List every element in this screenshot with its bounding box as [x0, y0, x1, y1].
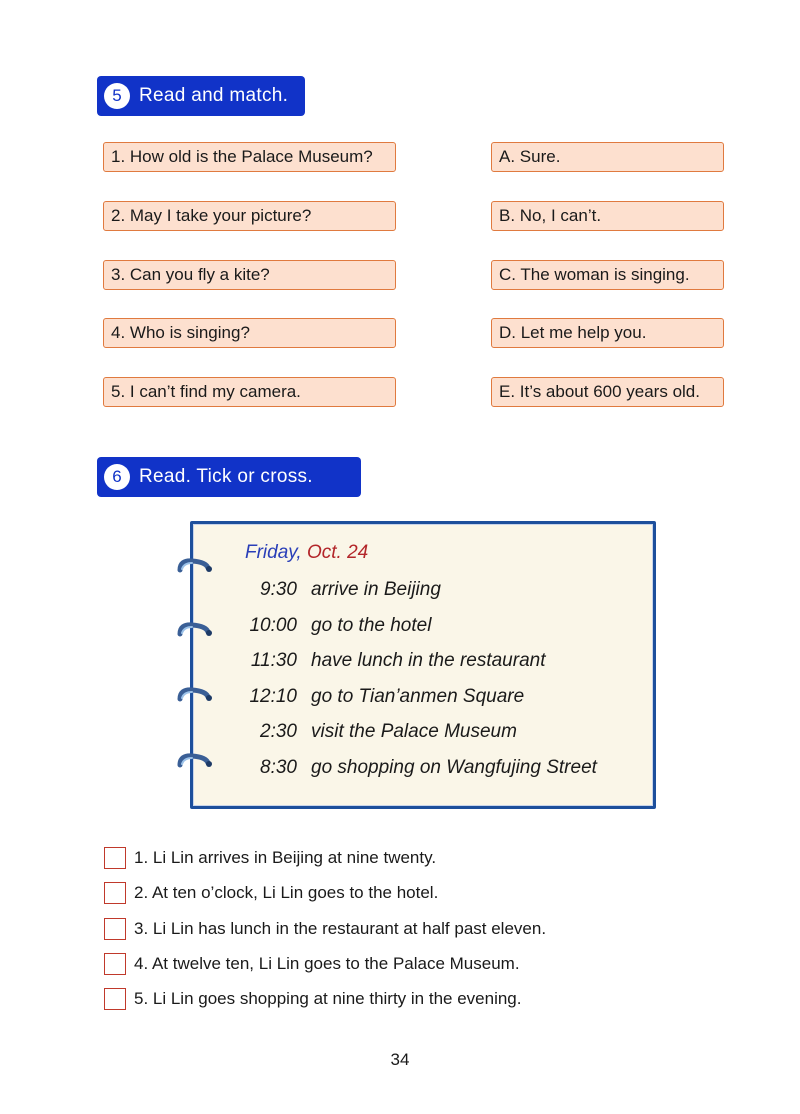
schedule-activity: arrive in Beijing [311, 579, 441, 600]
binder-ring-icon [176, 620, 216, 642]
statement-row-5 [104, 986, 522, 1012]
schedule-activity: go shopping on Wangfujing Street [311, 757, 597, 778]
tick-cross-checkbox[interactable] [104, 988, 126, 1010]
section-6-number: 6 [104, 464, 130, 490]
statement-text: 5. Li Lin goes shopping at nine thirty in the evening. [134, 989, 522, 1008]
answer-box-b[interactable]: B. No, I can’t. [491, 201, 724, 231]
question-box-5[interactable]: 5. I can’t find my camera. [103, 377, 396, 407]
schedule-row [245, 615, 431, 637]
schedule-row [245, 686, 524, 708]
tick-cross-checkbox[interactable] [104, 882, 126, 904]
schedule-activity: have lunch in the restaurant [311, 650, 546, 671]
statement-row-4 [104, 951, 520, 977]
schedule-row [245, 650, 546, 672]
statement-row-1 [104, 845, 436, 871]
schedule-time: 12:10 [249, 686, 297, 707]
section-6-title: Read. Tick or cross. [139, 466, 313, 487]
binder-ring-icon [176, 685, 216, 707]
statement-row-2 [104, 880, 438, 906]
answer-box-d[interactable]: D. Let me help you. [491, 318, 724, 348]
schedule-note [190, 521, 656, 809]
schedule-date-value: Oct. 24 [306, 542, 369, 563]
section-5-title: Read and match. [139, 85, 289, 106]
schedule-time: 11:30 [250, 650, 297, 671]
schedule-date [245, 542, 368, 564]
question-box-1[interactable]: 1. How old is the Palace Museum? [103, 142, 396, 172]
schedule-row [245, 721, 517, 743]
section-5-number: 5 [104, 83, 130, 109]
schedule-row [245, 757, 597, 779]
question-box-4[interactable]: 4. Who is singing? [103, 318, 396, 348]
statement-text: 3. Li Lin has lunch in the restaurant at half past eleven. [134, 919, 547, 938]
statement-text: 4. At twelve ten, Li Lin goes to the Palace Museum. [134, 954, 520, 973]
question-box-3[interactable]: 3. Can you fly a kite? [103, 260, 396, 290]
statement-text: 1. Li Lin arrives in Beijing at nine twenty. [134, 848, 437, 867]
binder-ring-icon [176, 751, 216, 773]
answer-box-a[interactable]: A. Sure. [491, 142, 724, 172]
page-number: 34 [390, 1050, 410, 1069]
statement-row-3 [104, 916, 546, 942]
schedule-row [245, 579, 441, 601]
section-5-header [97, 76, 305, 116]
schedule-activity: go to Tian’anmen Square [311, 686, 525, 707]
answer-box-e[interactable]: E. It’s about 600 years old. [491, 377, 724, 407]
tick-cross-checkbox[interactable] [104, 847, 126, 869]
answer-box-c[interactable]: C. The woman is singing. [491, 260, 724, 290]
schedule-activity: visit the Palace Museum [311, 721, 517, 742]
schedule-day: Friday, [245, 542, 302, 563]
statement-text: 2. At ten o’clock, Li Lin goes to the hotel. [134, 883, 439, 902]
section-6-header [97, 457, 361, 497]
schedule-time: 9:30 [260, 579, 297, 600]
binder-ring-icon [176, 556, 216, 578]
tick-cross-checkbox[interactable] [104, 918, 126, 940]
question-box-2[interactable]: 2. May I take your picture? [103, 201, 396, 231]
schedule-time: 8:30 [260, 757, 297, 778]
tick-cross-checkbox[interactable] [104, 953, 126, 975]
schedule-activity: go to the hotel [311, 615, 432, 636]
schedule-time: 10:00 [249, 615, 297, 636]
schedule-time: 2:30 [260, 721, 297, 742]
